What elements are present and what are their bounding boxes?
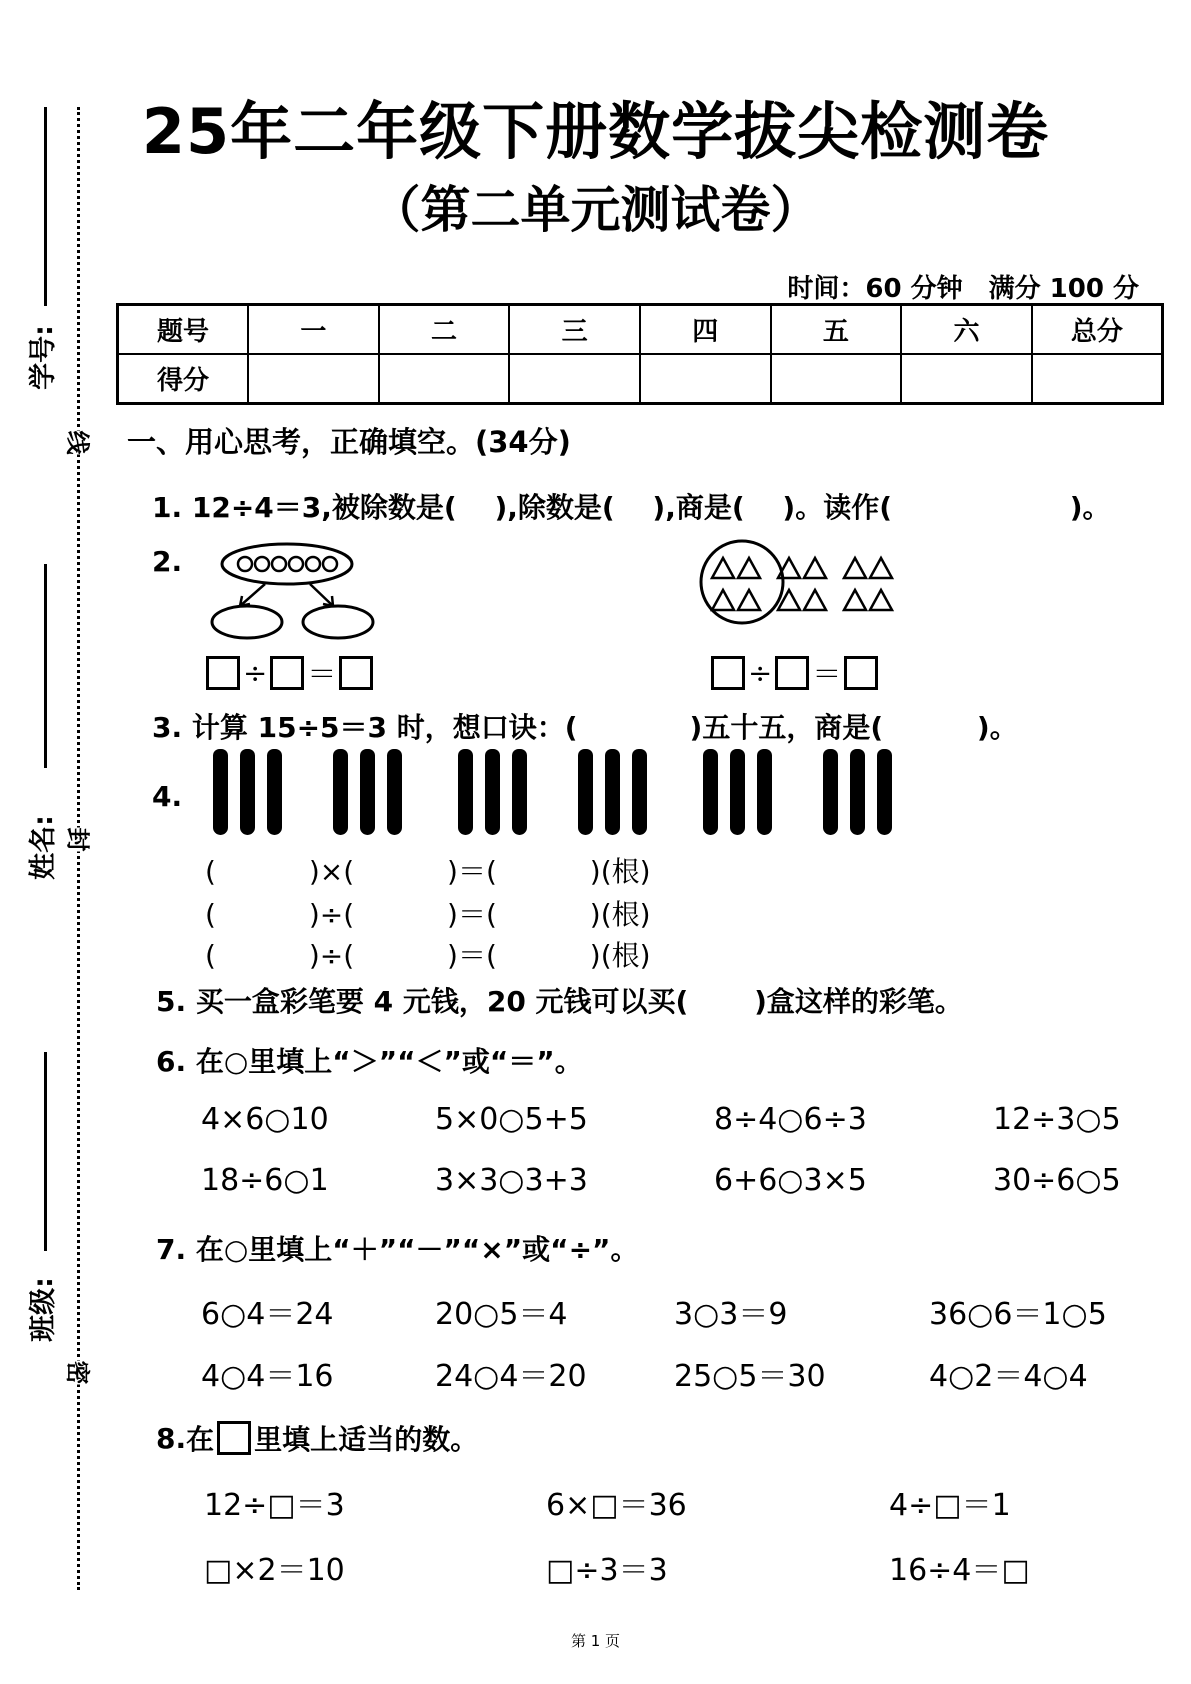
exam-title: 25年二年级下册数学拔尖检测卷 — [141, 95, 1050, 168]
q6-item[interactable]: 5×0○5+5 — [435, 1102, 588, 1137]
q7-item[interactable]: 20○5＝4 — [435, 1297, 568, 1332]
stick-icon — [730, 749, 745, 835]
triangle-icon — [844, 558, 866, 578]
expr-text: 8 — [156, 1421, 176, 1455]
q6-item[interactable]: 4×6○10 — [201, 1102, 329, 1137]
question-4-row-3: ( )÷( )＝( )(根) — [205, 939, 651, 972]
expr-text: 里 — [254, 1423, 283, 1456]
stick-icon — [850, 749, 865, 835]
stick-icon — [333, 749, 348, 835]
triangle-icon — [804, 558, 826, 578]
score-header-cell: 题号 — [118, 305, 249, 355]
page-number: 第 1 页 — [570, 1632, 621, 1650]
answer-box[interactable] — [339, 656, 373, 690]
q8-item[interactable]: 6×□＝36 — [546, 1488, 687, 1523]
name-label: 姓名: — [27, 815, 59, 880]
score-input-cell[interactable] — [379, 354, 510, 404]
score-input-cell[interactable] — [248, 354, 379, 404]
score-header-cell: 总分 — [1032, 305, 1163, 355]
answer-box[interactable] — [844, 656, 878, 690]
q7-item[interactable]: 4○4＝16 — [201, 1359, 334, 1394]
question-2-right-equation — [708, 652, 881, 693]
score-header-cell: 四 — [640, 305, 771, 355]
stick-icon — [578, 749, 593, 835]
score-table-score-row — [118, 354, 1163, 404]
seal-line-label: 线 — [63, 431, 98, 455]
question-1: 1. 12÷4＝3,被除数是( ),除数是( ),商是( )。读作( )。 — [152, 491, 1111, 524]
stick-icon — [757, 749, 772, 835]
triangle-icon — [712, 558, 734, 578]
seal-secret-label: 密 — [63, 1361, 98, 1385]
stick-icon — [877, 749, 892, 835]
q8-item[interactable]: 12÷□＝3 — [204, 1488, 345, 1523]
stick-icon — [512, 749, 527, 835]
stick-icon — [213, 749, 228, 835]
seal-label: 封 — [63, 828, 98, 852]
question-3: 3. 计算 15÷5＝3 时，想口诀：( )五十五，商是( )。 — [152, 711, 1018, 744]
question-4-row-2: ( )÷( )＝( )(根) — [205, 898, 651, 931]
stick-icon — [485, 749, 500, 835]
triangle-icon — [738, 558, 760, 578]
stick-icon — [632, 749, 647, 835]
q6-item[interactable]: 18÷6○1 — [201, 1163, 329, 1198]
expr-text: 数 — [422, 1423, 451, 1456]
score-header-cell: 二 — [379, 305, 510, 355]
question-6-prompt: 6. 在○里填上“＞”“＜”或“＝”。 — [156, 1045, 583, 1078]
stick-icon — [605, 749, 620, 835]
answer-box[interactable] — [711, 656, 745, 690]
score-input-cell[interactable] — [901, 354, 1032, 404]
expr-text: 适 — [338, 1423, 367, 1456]
expr-text: 。 — [450, 1423, 479, 1456]
answer-box[interactable] — [775, 656, 809, 690]
expr-text: ＝ — [812, 657, 842, 691]
expr-text: 填 — [282, 1423, 311, 1456]
q7-item[interactable]: 3○3＝9 — [674, 1297, 788, 1332]
score-header-cell: 六 — [901, 305, 1032, 355]
class-line — [44, 1052, 47, 1251]
q6-item[interactable]: 30÷6○5 — [993, 1163, 1121, 1198]
triangle-icon — [738, 590, 760, 610]
student-id-line — [44, 107, 47, 306]
q6-item[interactable]: 8÷4○6÷3 — [714, 1102, 867, 1137]
score-table-header-row — [118, 305, 1163, 355]
question-7-prompt: 7. 在○里填上“＋”“－”“×”或“÷”。 — [156, 1233, 639, 1266]
answer-box[interactable] — [217, 1421, 251, 1455]
triangle-icon — [870, 590, 892, 610]
q7-item[interactable]: 4○2＝4○4 — [929, 1359, 1088, 1394]
score-input-cell[interactable] — [1032, 354, 1163, 404]
q7-item[interactable]: 6○4＝24 — [201, 1297, 334, 1332]
exam-info: 时间：60 分钟 满分 100 分 — [787, 274, 1139, 304]
stick-icon — [387, 749, 402, 835]
grouping-diagram-circles — [205, 540, 385, 645]
expr-text: 的 — [394, 1423, 423, 1456]
q8-item[interactable]: 4÷□＝1 — [889, 1488, 1011, 1523]
expr-text: ÷ — [748, 655, 773, 690]
q8-item[interactable]: 16÷4＝□ — [889, 1553, 1030, 1588]
q8-item[interactable]: □×2＝10 — [204, 1553, 345, 1588]
stick-icon — [267, 749, 282, 835]
answer-box[interactable] — [270, 656, 304, 690]
score-table — [116, 303, 1164, 405]
grouping-diagram-triangles — [698, 538, 918, 638]
q8-item[interactable]: □÷3＝3 — [546, 1553, 668, 1588]
q7-item[interactable]: 36○6＝1○5 — [929, 1297, 1107, 1332]
stick-icon — [823, 749, 838, 835]
q6-item[interactable]: 12÷3○5 — [993, 1102, 1121, 1137]
question-2-number: 2. — [152, 545, 183, 578]
expr-text: 上 — [310, 1423, 339, 1456]
name-line — [44, 564, 47, 768]
answer-box[interactable] — [206, 656, 240, 690]
stick-icon — [240, 749, 255, 835]
expr-text: ÷ — [243, 655, 268, 690]
expr-text: ＝ — [307, 657, 337, 691]
score-header-cell: 一 — [248, 305, 379, 355]
question-5: 5. 买一盒彩笔要 4 元钱，20 元钱可以买( )盒这样的彩笔。 — [156, 985, 963, 1018]
q6-item[interactable]: 6+6○3×5 — [714, 1163, 867, 1198]
stick-icon — [458, 749, 473, 835]
score-input-cell[interactable] — [509, 354, 640, 404]
score-row-label: 得分 — [118, 354, 249, 404]
section-1-heading: 一、用心思考，正确填空。(34分) — [127, 425, 571, 459]
class-label: 班级: — [27, 1277, 59, 1342]
expr-text: 当 — [366, 1423, 395, 1456]
question-4-row-1: ( )×( )＝( )(根) — [205, 855, 651, 888]
q6-item[interactable]: 3×3○3+3 — [435, 1163, 588, 1198]
score-header-cell: 五 — [771, 305, 902, 355]
exam-subtitle: （第二单元测试卷） — [370, 181, 821, 239]
question-4-number: 4. — [152, 780, 183, 813]
score-header-cell: 三 — [509, 305, 640, 355]
q7-item[interactable]: 24○4＝20 — [435, 1359, 587, 1394]
score-input-cell[interactable] — [640, 354, 771, 404]
triangle-icon — [712, 590, 734, 610]
stick-icon — [360, 749, 375, 835]
expr-text: . — [175, 1421, 187, 1455]
question-8-prompt — [156, 1418, 478, 1458]
q7-item[interactable]: 25○5＝30 — [674, 1359, 826, 1394]
question-2-left-equation — [203, 652, 376, 693]
triangle-icon — [844, 590, 866, 610]
triangle-icon — [870, 558, 892, 578]
stick-icon — [703, 749, 718, 835]
student-id-label: 学号: — [27, 325, 59, 390]
triangle-icon — [804, 590, 826, 610]
expr-text: 在 — [186, 1423, 215, 1456]
score-input-cell[interactable] — [771, 354, 902, 404]
